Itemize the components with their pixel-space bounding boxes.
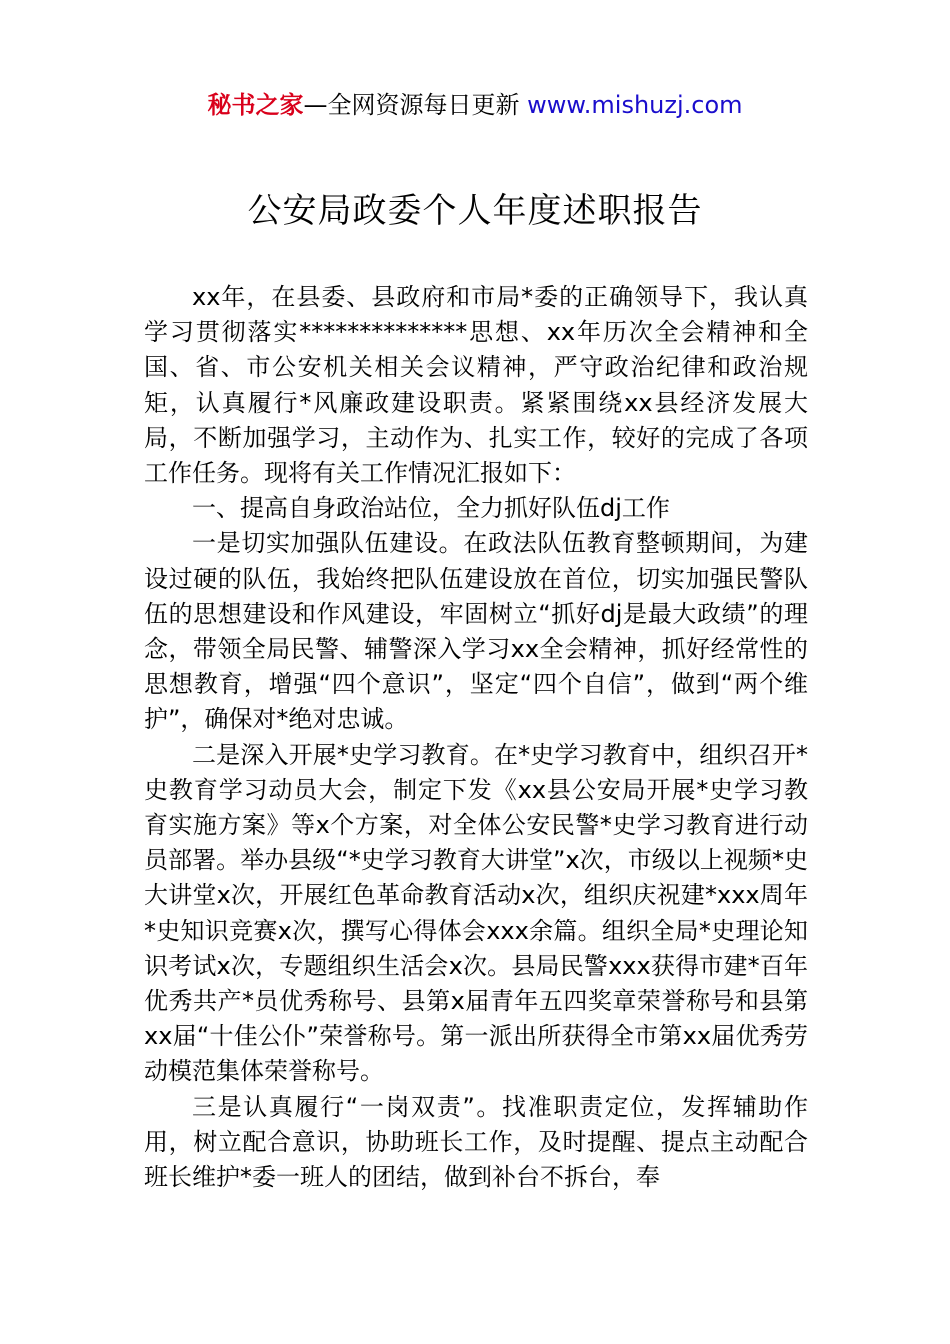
site-header	[0, 88, 950, 122]
body-paragraph-dual-duty: 三是认真履行“一岗双责”。找准职责定位，发挥辅助作用，树立配合意识，协助班长工作，及时提醒、提点主动配合班长维护*委一班人的团结，做到补台不拆台，奉	[144, 1092, 808, 1192]
intro-paragraph: xx年，在县委、县政府和市局*委的正确领导下，我认真学习贯彻落实**************思想、xx年历次全会精神和全国、省、市公安机关相关会议精神，严守政治纪律和政治规矩，认真履行*风廉政建设职责。紧紧围绕xx县经济发展大局，不断加强学习，主动作为、扎实工作，较好的完成了各项工作任务。现将有关工作情况汇报如下：	[144, 283, 808, 488]
document-title: 公安局政委个人年度述职报告	[247, 191, 703, 231]
section-heading-1: 一、提高自身政治站位，全力抓好队伍dj工作	[192, 494, 670, 523]
body-paragraph-history-education: 二是深入开展*史学习教育。在*史学习教育中，组织召开*史教育学习动员大会，制定下发《xx县公安局开展*史学习教育实施方案》等x个方案，对全体公安民警*史学习教育进行动员部署。举办县级“*史学习教育大讲堂”x次，市级以上视频*史大讲堂x次，开展红色革命教育活动x次，组织庆祝建*xxx周年*史知识竞赛x次，撰写心得体会xxx余篇。组织全局*史理论知识考试x次，专题组织生活会x次。县局民警xxx获得市建*百年优秀共产*员优秀称号、县第x届青年五四奖章荣誉称号和县第xx届“十佳公仆”荣誉称号。第一派出所获得全市第xx届优秀劳动模范集体荣誉称号。	[144, 740, 808, 1086]
header-tagline: 全网资源每日更新	[327, 91, 520, 119]
header-dash: —	[303, 91, 328, 119]
body-paragraph-team-building: 一是切实加强队伍建设。在政法队伍教育整顿期间，为建设过硬的队伍，我始终把队伍建设放在首位，切实加强民警队伍的思想建设和作风建设，牢固树立“抓好dj是最大政绩”的理念，带领全局民警、辅警深入学习xx全会精神，抓好经常性的思想教育，增强“四个意识”，坚定“四个自信”，做到“两个维护”，确保对*绝对忠诚。	[144, 529, 808, 734]
site-url-link[interactable]: www.mishuzj.com	[527, 91, 743, 119]
site-brand: 秘书之家	[207, 91, 304, 119]
document-body	[144, 280, 808, 1195]
